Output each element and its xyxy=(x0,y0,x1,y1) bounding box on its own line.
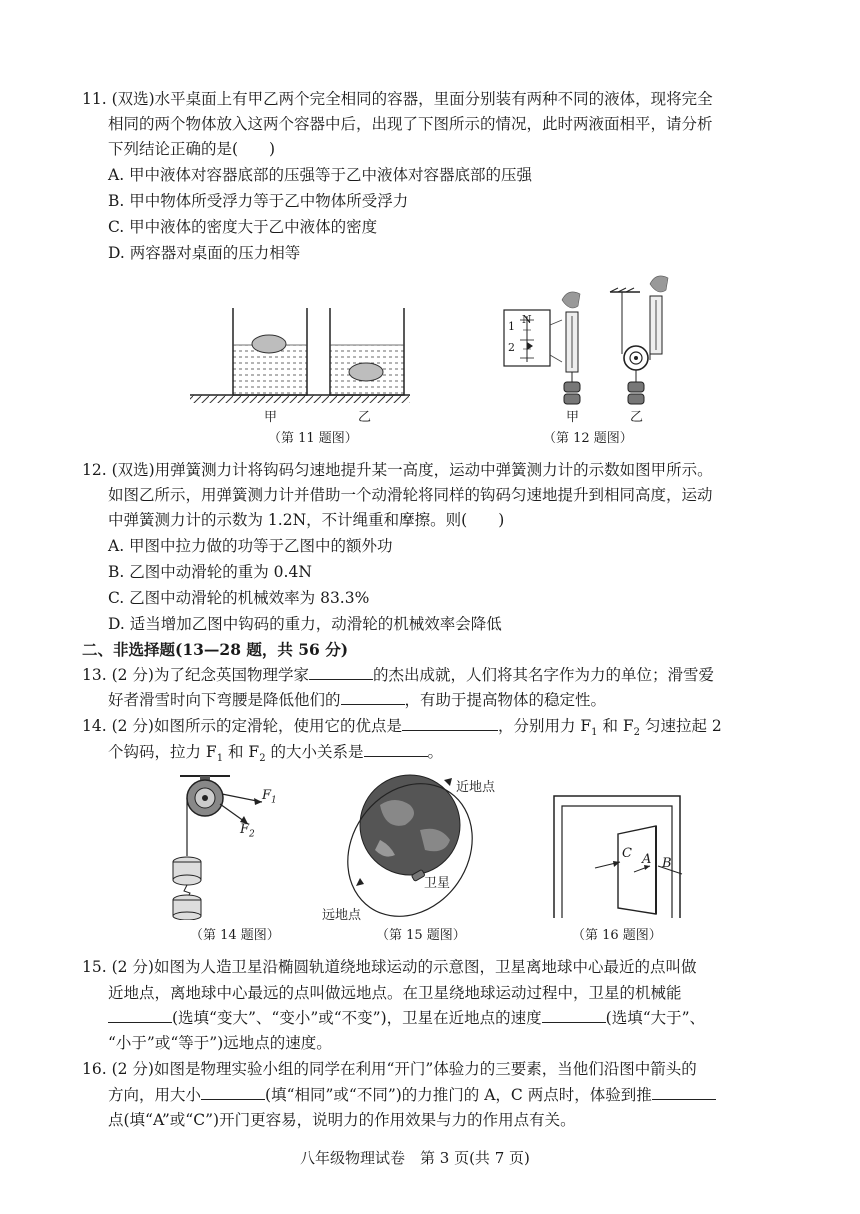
q14-sub2: 2 xyxy=(633,727,641,739)
q11-option-b: B. 甲中物体所受浮力等于乙中物体所受浮力 xyxy=(108,192,409,210)
fig16-label-c: C xyxy=(622,846,632,861)
q14-sub1: 1 xyxy=(591,727,598,739)
q15-blank-1[interactable] xyxy=(108,1008,172,1023)
q13-line1a: 13. (2 分)为了纪念英国物理学家 xyxy=(82,666,309,684)
q16-blank-2[interactable] xyxy=(652,1085,716,1100)
q13-line2a: 好者滑雪时向下弯腰是降低他们的 xyxy=(108,691,341,709)
q15-line3a: (选填“变大”、“变小”或“不变”)，卫星在近地点的速度 xyxy=(172,1009,542,1027)
q12-option-a: A. 甲图中拉力做的功等于乙图中的额外功 xyxy=(108,537,393,555)
q16-line2b: (填“相同”或“不同”)的力推门的 A，C 两点时，体验到推 xyxy=(265,1086,652,1104)
q14-line2d: 。 xyxy=(427,743,444,761)
fig15-sat-label: 卫星 xyxy=(424,876,451,891)
q16-line2a: 方向，用大小 xyxy=(108,1086,202,1104)
q14-sub1b: 1 xyxy=(216,753,224,765)
fig11-label-yi: 乙 xyxy=(358,410,372,425)
q15-blank-2[interactable] xyxy=(542,1008,606,1023)
q14-line1d: 匀速拉起 2 xyxy=(644,717,722,735)
q12-option-d: D. 适当增加乙图中钩码的重力，动滑轮的机械效率会降低 xyxy=(108,615,502,633)
figure-12-spring-scales xyxy=(500,270,680,430)
q14-line2a: 个钩码，拉力 F xyxy=(108,743,217,761)
q16-blank-1[interactable] xyxy=(201,1085,265,1100)
fig12-label-jia: 甲 xyxy=(566,410,580,425)
q11-line3: 下列结论正确的是( ) xyxy=(108,140,276,158)
fig11-caption: （第 11 题图） xyxy=(268,431,358,446)
fig14-f2-letter: F xyxy=(240,822,250,837)
fig12-label-yi: 乙 xyxy=(630,410,644,425)
q14-line2c: 的大小关系是 xyxy=(270,743,364,761)
fig12-scale-2: 2 xyxy=(508,341,515,354)
q14-line1b: ，分别用力 F xyxy=(497,717,592,735)
q14-line1a: 14. (2 分)如图所示的定滑轮，使用它的优点是 xyxy=(82,717,402,735)
q14-line1 xyxy=(82,716,722,743)
fig15-near-label: 近地点 xyxy=(456,780,496,795)
q14-line2b: 和 F xyxy=(228,743,260,761)
fig11-label-jia: 甲 xyxy=(264,410,278,425)
fig12-caption: （第 12 题图） xyxy=(543,431,633,446)
fig14-f2-sub: 2 xyxy=(249,829,255,840)
fig12-scale-1: 1 xyxy=(508,320,515,333)
q11-line1: 11. (双选)水平桌面上有甲乙两个完全相同的容器，里面分别装有两种不同的液体，现将完全 xyxy=(82,90,713,108)
figure-11-containers xyxy=(185,300,415,410)
q12-line3: 中弹簧测力计的示数为 1.2N，不计绳重和摩擦。则( ) xyxy=(108,511,505,529)
fig16-label-b: B xyxy=(662,856,672,871)
q16-line2 xyxy=(108,1085,716,1105)
q14-blank-2[interactable] xyxy=(364,742,428,757)
q11-line2: 相同的两个物体放入这两个容器中后，出现了下图所示的情况，此时两液面相平，请分析 xyxy=(108,115,713,133)
q12-line2: 如图乙所示，用弹簧测力计并借助一个动滑轮将同样的钩码匀速地提升到相同高度，运动 xyxy=(108,486,713,504)
q14-sub2b: 2 xyxy=(259,753,266,765)
figure-16-door xyxy=(550,790,685,920)
fig15-far-label: 远地点 xyxy=(322,908,362,923)
page-footer: 八年级物理试卷 第 3 页(共 7 页) xyxy=(300,1149,530,1167)
q13-line1 xyxy=(82,665,714,685)
q13-line1b: 的杰出成就，人们将其名字作为力的单位；滑雪爱 xyxy=(372,666,714,684)
fig16-label-a: A xyxy=(642,852,652,867)
q13-blank-1[interactable] xyxy=(309,665,373,680)
fig14-f1 xyxy=(262,788,277,806)
fig16-caption: （第 16 题图） xyxy=(572,928,662,943)
q12-option-c: C. 乙图中动滑轮的机械效率为 83.3% xyxy=(108,589,370,607)
fig14-f1-letter: F xyxy=(262,788,272,803)
q13-line2b: ，有助于提高物体的稳定性。 xyxy=(404,691,607,709)
q15-line3b: (选填“大于”、 xyxy=(605,1009,706,1027)
q12-line1: 12. (双选)用弹簧测力计将钩码匀速地提升某一高度，运动中弹簧测力计的示数如图甲所示。 xyxy=(82,461,713,479)
q16-line1: 16. (2 分)如图是物理实验小组的同学在利用“开门”体验力的三要素，当他们沿图中箭头的 xyxy=(82,1060,697,1078)
q13-line2 xyxy=(108,690,606,710)
q15-line2: 近地点，离地球中心最远的点叫做远地点。在卫星绕地球运动过程中，卫星的机械能 xyxy=(108,984,682,1002)
q14-blank-1[interactable] xyxy=(402,716,498,731)
q13-blank-2[interactable] xyxy=(341,690,405,705)
q15-line4: “小于”或“等于”)远地点的速度。 xyxy=(108,1034,332,1052)
section-2-heading: 二、非选择题(13—28 题，共 56 分) xyxy=(82,640,349,659)
fig12-scale-n: N xyxy=(522,313,532,326)
fig14-f2 xyxy=(240,822,255,840)
q12-option-b: B. 乙图中动滑轮的重为 0.4N xyxy=(108,563,312,581)
q16-line3: 点(填“A”或“C”)开门更容易，说明力的作用效果与力的作用点有关。 xyxy=(108,1111,576,1129)
q11-option-c: C. 甲中液体的密度大于乙中液体的密度 xyxy=(108,218,378,236)
q14-line1c: 和 F xyxy=(602,717,634,735)
q14-line2 xyxy=(108,742,443,769)
fig14-caption: （第 14 题图） xyxy=(190,928,280,943)
fig14-f1-sub: 1 xyxy=(271,795,277,806)
q15-line3 xyxy=(108,1008,705,1028)
q11-option-d: D. 两容器对桌面的压力相等 xyxy=(108,244,301,262)
q11-option-a: A. 甲中液体对容器底部的压强等于乙中液体对容器底部的压强 xyxy=(108,166,533,184)
q15-line1: 15. (2 分)如图为人造卫星沿椭圆轨道绕地球运动的示意图，卫星离地球中心最近的点叫做 xyxy=(82,958,697,976)
fig15-caption: （第 15 题图） xyxy=(376,928,466,943)
